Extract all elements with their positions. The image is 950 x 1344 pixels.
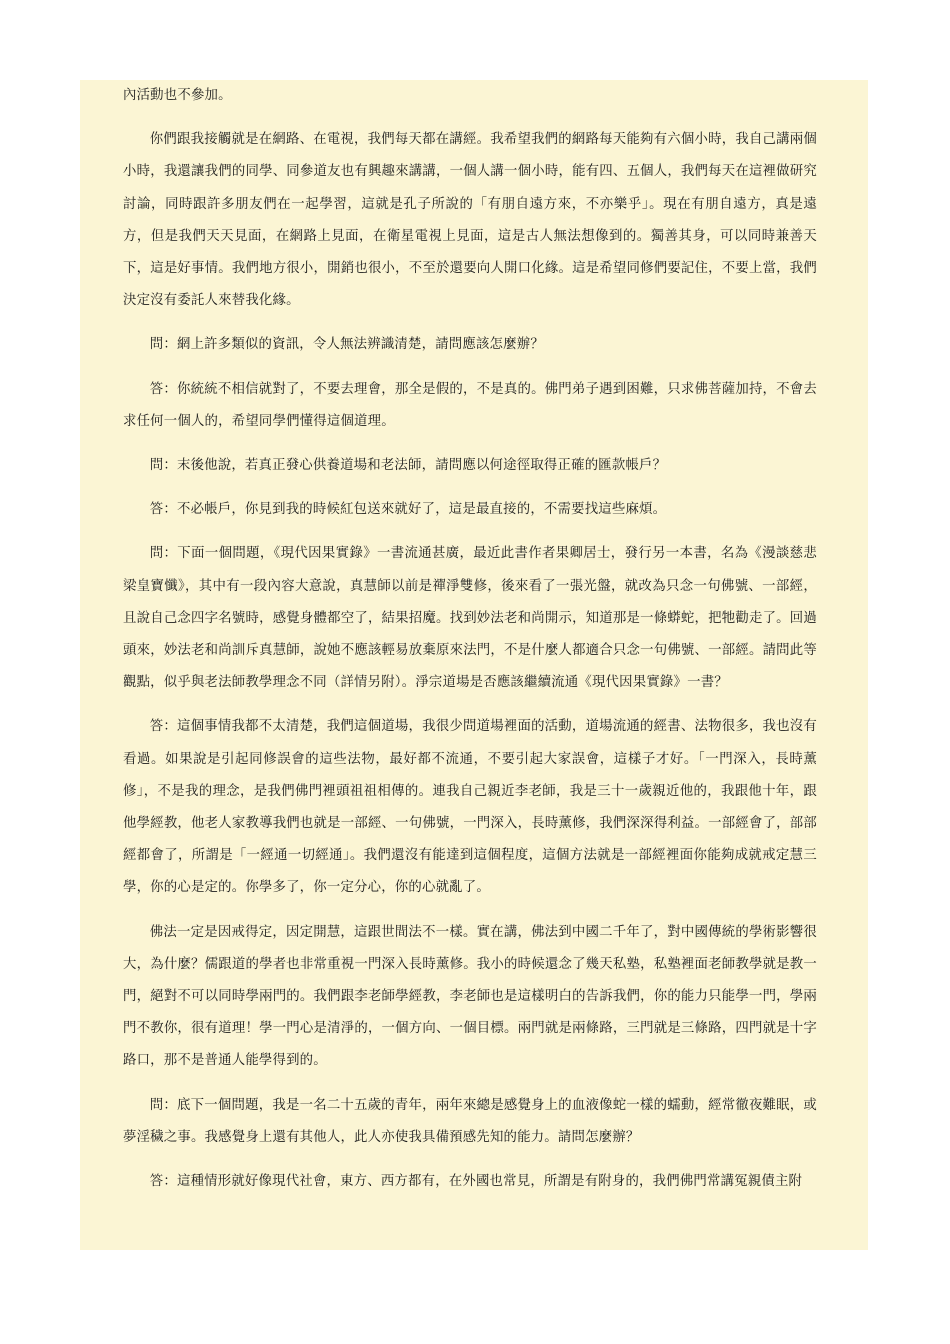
paragraph-one-door-study: 佛法一定是因戒得定，因定開慧，這跟世間法不一樣。實在講，佛法到中國二千年了，對中國傳統的學術影響很大，為什麼？儒跟道的學者也非常重視一門深入長時薰修。我小的時候還念了幾天私塾，私塾裡面老師教學就是教一門，絕對不可以同時學兩門的。我們跟李老師學經教，李老師也是這樣明白的告訴我們，你的能力只能學一門，學兩門不教你，很有道理！學一門心是清淨的，一個方向、一個目標。兩門就是兩條路，三門就是三條路，四門就是十字路口，那不是普通人能學得到的。 xyxy=(123,924,817,1069)
question-book-circulation: 問：下面一個問題，《現代因果實錄》一書流通甚廣，最近此書作者果卿居士，發行另一本書，名為《漫談慈悲梁皇寶懺》，其中有一段內容大意說，真慧師以前是禪淨雙修，後來看了一張光盤，就改為只念一句佛號、一部經，且說自己念四字名號時，感覺身體都空了，結果招魔。找到妙法老和尚開示，知道那是一條蟒蛇，把牠勸走了。回過頭來，妙法老和尚訓斥真慧師，說她不應該輕易放棄原來法門，不是什麼人都適合只念一句佛號、一部經。請問此等觀點，似乎與老法師教學理念不同（詳情另附）。淨宗道場是否應該繼續流通《現代因果實錄》一書？ xyxy=(123,546,817,691)
answer-online-info: 答：你統統不相信就對了，不要去理會，那全是假的，不是真的。佛門弟子遇到困難，只求佛菩薩加持，不會去求任何一個人的，希望同學們懂得這個道理。 xyxy=(123,381,817,429)
document-page xyxy=(80,80,868,1250)
question-youth-experience: 問：底下一個問題，我是一名二十五歲的青年，兩年來總是感覺身上的血液像蛇一樣的蠕動，經常徹夜難眠，或夢淫穢之事。我感覺身上還有其他人，此人亦使我具備預感先知的能力。請問怎麼辦？ xyxy=(123,1097,817,1145)
question-online-info: 問：網上許多類似的資訊，令人無法辨識清楚，請問應該怎麼辦？ xyxy=(149,337,544,353)
paragraph-internet-teaching: 你們跟我接觸就是在網路、在電視，我們每天都在講經。我希望我們的網路每天能夠有六個小時，我自己講兩個小時，我還讓我們的同學、同參道友也有興趣來講講，一個人講一個小時，能有四、五個人，我們每天在這裡做研究討論，同時跟許多朋友們在一起學習，這就是孔子所說的「有朋自遠方來，不亦樂乎」。現在有朋自遠方，真是遠方，但是我們天天見面，在網路上見面，在衛星電視上見面，這是古人無法想像到的。獨善其身，可以同時兼善天下，這是好事情。我們地方很小，開銷也很小，不至於還要向人開口化緣。這是希望同修們要記住，不要上當，我們決定沒有委託人來替我化緣。 xyxy=(123,132,817,309)
answer-book-circulation: 答：這個事情我都不太清楚，我們這個道場，我很少問道場裡面的活動，道場流通的經書、法物很多，我也沒有看過。如果說是引起同修誤會的這些法物，最好都不流通，不要引起大家誤會，這樣子才好。「一門深入，長時薰修」，不是我的理念，是我們佛門裡頭祖祖相傳的。連我自己親近李老師，我是三十一歲親近他的，我跟他十年，跟他學經教，他老人家教導我們也就是一部經、一句佛號，一門深入，長時薰修，我們深深得利益。一部經會了，部部經都會了，所謂是「一經通一切經通」。我們還沒有能達到這個程度，這個方法就是一部經裡面你能夠成就戒定慧三學，你的心是定的。你學多了，你一定分心，你的心就亂了。 xyxy=(123,719,817,896)
question-donation-account: 問：末後他說，若真正發心供養道場和老法師，請問應以何途徑取得正確的匯款帳戶？ xyxy=(149,458,667,474)
answer-youth-experience: 答：這種情形就好像現代社會，東方、西方都有，在外國也常見，所謂是有附身的，我們佛門常講冤親債主附 xyxy=(149,1174,803,1190)
answer-donation-account: 答：不必帳戶，你見到我的時候紅包送來就好了，這是最直接的，不需要找這些麻煩。 xyxy=(149,502,667,518)
paragraph-continuation: 內活動也不參加。 xyxy=(123,88,232,103)
